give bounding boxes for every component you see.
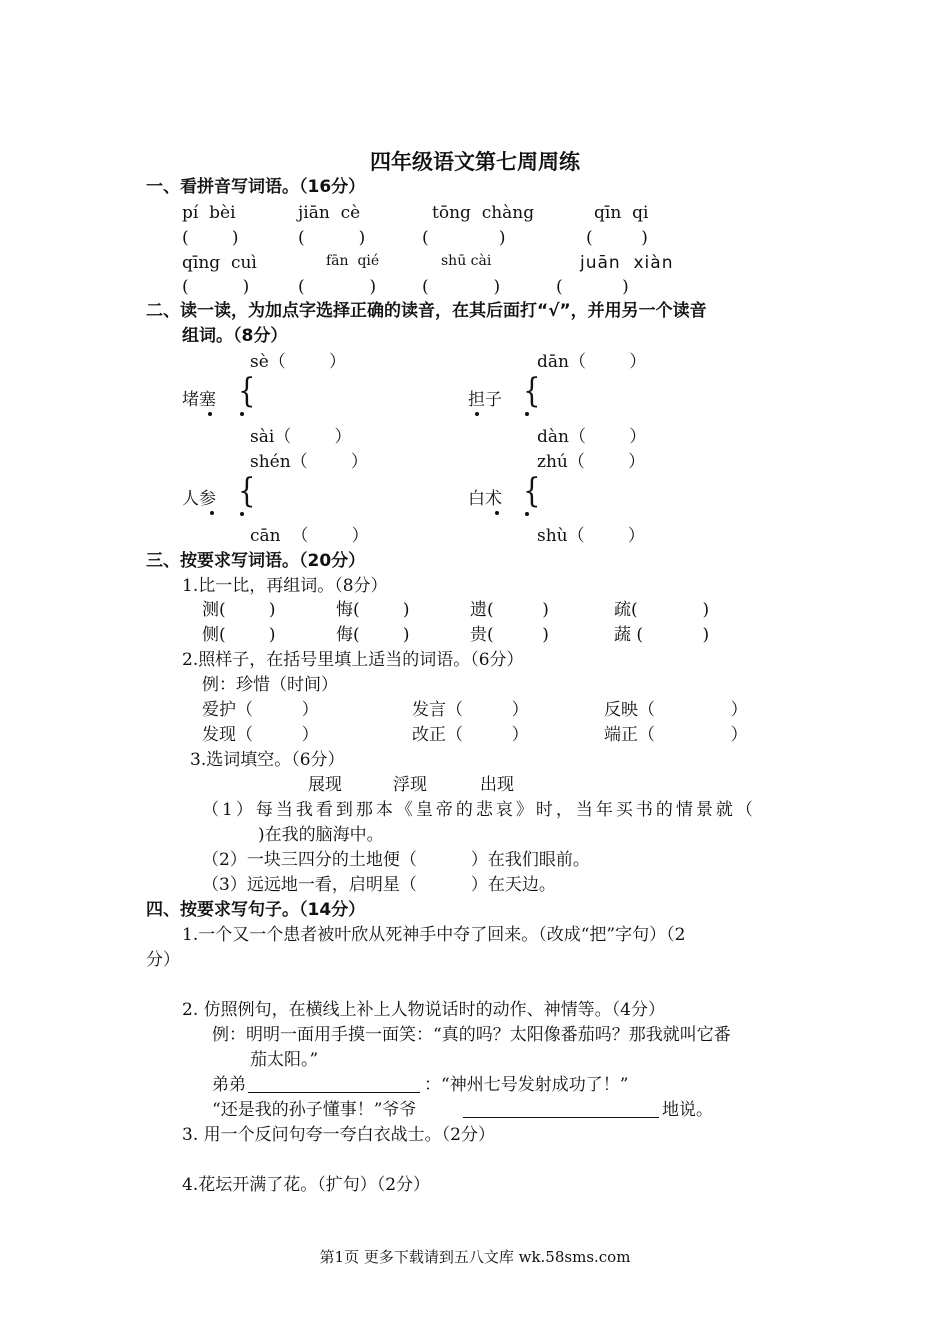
answer-line[interactable]: [248, 1092, 420, 1093]
emphasis-dot: [240, 412, 244, 416]
question-4-1-cont: 分）: [146, 950, 180, 970]
section-3-heading: 三、按要求写词语。（20分）: [146, 551, 366, 571]
question-4-3: 3. 用一个反问句夸一夸白衣战士。（2分）: [182, 1125, 495, 1145]
question-4-1: 1.一个又一个患者被叶欣从死神手中夺了回来。（改成“把”字句）（2: [182, 925, 686, 945]
emphasis-dot: [525, 412, 529, 416]
pinyin: qīng cuì: [182, 253, 257, 273]
reading-bottom[interactable]: sài（ ）: [250, 427, 352, 447]
answer-blank[interactable]: ( ): [422, 228, 506, 248]
reading-top[interactable]: shén（ ）: [250, 452, 368, 472]
grandpa-quote: “还是我的孙子懂事！”爷爷: [212, 1100, 417, 1120]
example: 例：珍惜（时间）: [202, 675, 338, 695]
pinyin: pí bèi: [182, 203, 236, 223]
word-option: 展现: [308, 775, 342, 795]
answer-blank[interactable]: ( ): [298, 228, 366, 248]
answer-line[interactable]: [463, 1117, 659, 1118]
fill-item[interactable]: 爱护（ ）: [202, 700, 319, 720]
emphasis-dot: [495, 511, 499, 515]
question-4-4: 4.花坛开满了花。（扩句）（2分）: [182, 1175, 431, 1195]
word-option: 浮现: [393, 775, 427, 795]
fill-item[interactable]: 发现（ ）: [202, 725, 319, 745]
brace: {: [523, 471, 541, 511]
compare-item[interactable]: 侧( ): [202, 625, 276, 645]
emphasis-dot: [208, 412, 212, 416]
compare-item[interactable]: 蔬 ( ): [614, 625, 710, 645]
word: 担子: [468, 390, 502, 410]
compare-item[interactable]: 测( ): [202, 600, 276, 620]
emphasis-dot: [525, 512, 529, 516]
brace: {: [238, 471, 256, 511]
question-4-2: 2. 仿照例句，在横线上补上人物说话时的动作、神情等。（4分）: [182, 1000, 665, 1020]
compare-item[interactable]: 侮( ): [336, 625, 410, 645]
emphasis-dot: [475, 412, 479, 416]
section-1-heading: 一、看拼音写词语。（16分）: [146, 177, 366, 197]
reading-bottom[interactable]: dàn（ ）: [537, 427, 647, 447]
compare-item[interactable]: 遗( ): [470, 600, 549, 620]
emphasis-dot: [210, 511, 214, 515]
answer-blank[interactable]: ( ): [182, 228, 239, 248]
brace: {: [238, 371, 256, 411]
page-footer: 第1页 更多下载请到五八文库 wk.58sms.com: [319, 1248, 631, 1266]
answer-blank[interactable]: ( ): [586, 228, 648, 248]
section-2-heading-cont: 组词。（8分）: [182, 326, 288, 346]
emphasis-dot: [240, 512, 244, 516]
brother-quote: ：“神州七号发射成功了！”: [424, 1075, 629, 1095]
example-sentence: 例：明明一面用手摸一面笑：“真的吗？太阳像番茄吗？那我就叫它番: [212, 1025, 731, 1045]
reading-top[interactable]: sè（ ）: [250, 352, 347, 372]
question-1: 1.比一比，再组词。（8分）: [182, 576, 388, 596]
word: 堵塞: [182, 390, 216, 410]
brace: {: [523, 371, 541, 411]
fill-item[interactable]: 端正（ ）: [604, 725, 748, 745]
answer-blank[interactable]: ( ): [182, 277, 250, 297]
pinyin: tōng chàng: [432, 203, 535, 223]
grandpa-end: 地说。: [662, 1100, 713, 1120]
reading-bottom[interactable]: cān （ ）: [250, 526, 369, 546]
compare-item[interactable]: 疏( ): [614, 600, 710, 620]
answer-blank[interactable]: ( ): [298, 277, 377, 297]
pinyin: juān xiàn: [580, 253, 674, 273]
fill-item[interactable]: 改正（ ）: [412, 725, 529, 745]
compare-item[interactable]: 贵( ): [470, 625, 549, 645]
section-4-heading: 四、按要求写句子。（14分）: [146, 900, 366, 920]
question-3: 3.选词填空。（6分）: [190, 750, 345, 770]
word: 人参: [182, 489, 216, 509]
brother-label: 弟弟: [212, 1075, 246, 1095]
sentence-2: （2）一块三四分的土地便（ ）在我们眼前。: [202, 850, 590, 870]
pinyin: fān qié: [326, 253, 380, 269]
reading-top[interactable]: dān（ ）: [537, 352, 647, 372]
word: 白术: [468, 489, 502, 509]
sentence-1: （1）每当我看到那本《皇帝的悲哀》时，当年买书的情景就（: [202, 800, 756, 820]
page-title: 四年级语文第七周周练: [370, 150, 580, 174]
reading-bottom[interactable]: shù（ ）: [537, 526, 645, 546]
sentence-3: （3）远远地一看，启明星（ ）在天边。: [202, 875, 556, 895]
pinyin: shū cài: [441, 253, 492, 269]
question-2: 2.照样子，在括号里填上适当的词语。（6分）: [182, 650, 524, 670]
fill-item[interactable]: 发言（ ）: [412, 700, 529, 720]
answer-blank[interactable]: ( ): [422, 277, 501, 297]
pinyin: jiān cè: [298, 203, 361, 223]
answer-blank[interactable]: ( ): [556, 277, 629, 297]
sentence-1-cont: )在我的脑海中。: [258, 825, 384, 845]
section-2-heading: 二、读一读，为加点字选择正确的读音，在其后面打“√”，并用另一个读音: [146, 301, 707, 321]
fill-item[interactable]: 反映（ ）: [604, 700, 748, 720]
compare-item[interactable]: 悔( ): [336, 600, 410, 620]
reading-top[interactable]: zhú（ ）: [537, 452, 646, 472]
example-sentence-cont: 茄太阳。”: [250, 1050, 319, 1070]
pinyin: qīn qi: [594, 203, 649, 223]
word-option: 出现: [480, 775, 514, 795]
